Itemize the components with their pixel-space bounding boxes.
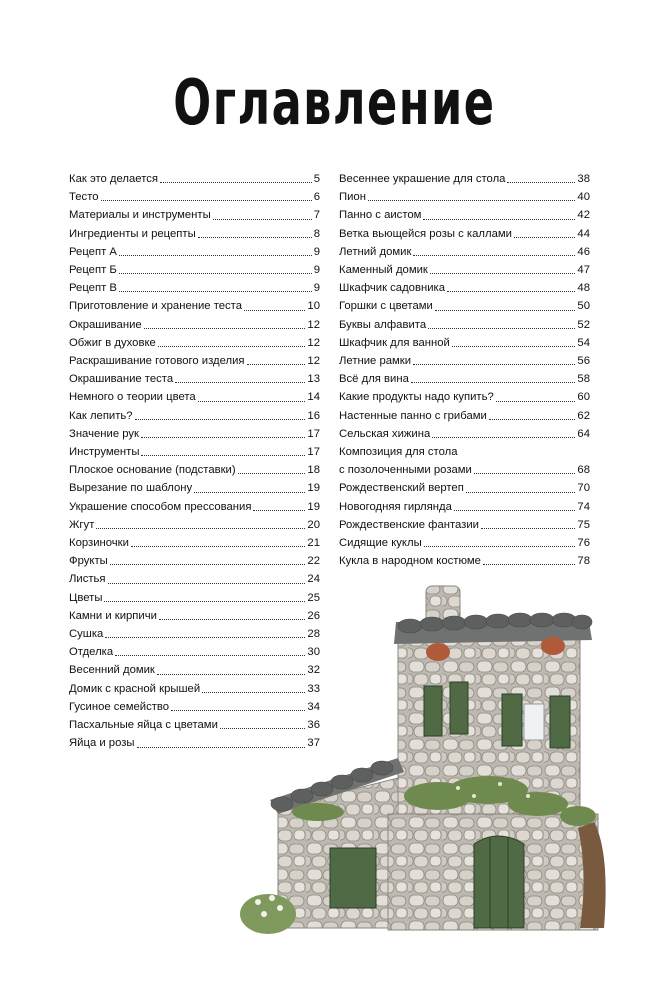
- toc-entry: [339, 170, 590, 188]
- dot-leader: [435, 310, 576, 311]
- toc-entry-page: 64: [577, 427, 590, 440]
- dot-leader: [454, 510, 576, 511]
- dot-leader: [247, 364, 306, 365]
- dot-leader: [119, 291, 312, 292]
- toc-entry: [69, 479, 320, 497]
- toc-entry-label: Листья: [69, 573, 106, 586]
- toc-entry: [69, 425, 320, 443]
- dot-leader: [483, 564, 576, 565]
- toc-entry-page: 12: [307, 355, 320, 368]
- toc-entry-page: 47: [577, 264, 590, 277]
- toc-entry-label: Как лепить?: [69, 409, 133, 422]
- toc-entry-label: Плоское основание (подставки): [69, 464, 236, 477]
- toc-entry-page: 19: [307, 482, 320, 495]
- dot-leader: [430, 273, 576, 274]
- toc-entry-label: Ингредиенты и рецепты: [69, 227, 196, 240]
- toc-entry-label: Буквы алфавита: [339, 318, 427, 331]
- toc-entry: [69, 316, 320, 334]
- toc-entry-label: Немного о теории цвета: [69, 391, 196, 404]
- toc-entry-page: 38: [577, 173, 590, 185]
- toc-entry-label: Вырезание по шаблону: [69, 482, 193, 495]
- toc-entry-label: Рождественские фантазии: [339, 518, 479, 531]
- dot-leader: [423, 219, 575, 220]
- toc-entry: [69, 388, 320, 406]
- toc-entry-label: Сушка: [69, 628, 104, 641]
- dot-leader: [411, 382, 576, 383]
- toc-entry-label: Украшение способом прессования: [69, 500, 252, 513]
- toc-entry: [339, 534, 590, 552]
- toc-entry-page: 74: [577, 500, 590, 513]
- toc-entry-label: Обжиг в духовке: [69, 336, 156, 349]
- toc-column-right: [339, 170, 590, 570]
- toc-entry-page: 26: [307, 609, 320, 622]
- toc-entry-page: 52: [577, 318, 590, 331]
- toc-entry: [339, 516, 590, 534]
- toc-entry-page: 50: [577, 300, 590, 313]
- toc-entry-label: Ветка вьющейся розы с каллами: [339, 227, 512, 240]
- toc-entry-label: Шкафчик садовника: [339, 282, 445, 295]
- toc-entry-label: Настенные панно с грибами: [339, 409, 487, 422]
- toc-entry: [69, 352, 320, 370]
- toc-entry-label: Весенний домик: [69, 664, 155, 677]
- toc-entry: [339, 388, 590, 406]
- toc-entry-label: Отделка: [69, 646, 114, 659]
- page-title: Оглавление: [173, 66, 496, 139]
- toc-entry-page: 9: [313, 245, 320, 258]
- toc-entry-page: 76: [577, 537, 590, 550]
- toc-entry-label: Каменный домик: [339, 264, 428, 277]
- dot-leader: [514, 237, 575, 238]
- toc-entry-page: 10: [307, 300, 320, 313]
- dot-leader: [466, 492, 576, 493]
- toc-entry-page: 24: [307, 573, 320, 586]
- toc-entry-label: Приготовление и хранение теста: [69, 300, 242, 313]
- toc-entry-label: Шкафчик для ванной: [339, 336, 450, 349]
- dot-leader: [144, 328, 306, 329]
- toc-entry-label: Рождественский вертеп: [339, 482, 464, 495]
- dot-leader: [413, 255, 575, 256]
- dot-leader: [368, 200, 575, 201]
- toc-entry-page: 36: [307, 719, 320, 732]
- dot-leader: [474, 473, 576, 474]
- toc-entry-label: Летние рамки: [339, 355, 412, 368]
- dot-leader: [424, 546, 576, 547]
- toc-entry-label: Домик с красной крышей: [69, 682, 201, 695]
- toc-entry-label: Сельская хижина: [339, 427, 431, 440]
- toc-entry: [339, 425, 590, 443]
- toc-entry-page: 42: [577, 209, 590, 222]
- toc-entry-label: Новогодняя гирлянда: [339, 500, 452, 513]
- toc-entry-page: 28: [307, 628, 320, 641]
- toc-entry-label: Как это делается: [69, 173, 159, 185]
- toc-entry-page: 19: [307, 500, 320, 513]
- dot-leader: [428, 328, 575, 329]
- toc-entry: [69, 407, 320, 425]
- dot-leader: [110, 564, 306, 565]
- toc-entry-label: Композиция для стола: [339, 446, 458, 459]
- toc-entry-page: 40: [577, 191, 590, 204]
- toc-entry-label: Рецепт В: [69, 282, 117, 295]
- toc-entry-page: 58: [577, 373, 590, 386]
- toc-entry: [339, 279, 590, 297]
- toc-entry: [69, 225, 320, 243]
- toc-entry: [339, 498, 590, 516]
- dot-leader: [244, 310, 305, 311]
- dot-leader: [131, 546, 306, 547]
- toc-entry-label: Гусиное семейство: [69, 700, 170, 713]
- dot-leader: [507, 182, 575, 183]
- toc-entry-page: 54: [577, 336, 590, 349]
- dot-leader: [452, 346, 576, 347]
- toc-entry-label: Фрукты: [69, 555, 108, 568]
- toc-entry: [339, 297, 590, 315]
- toc-entry: [339, 443, 590, 479]
- toc-entry-label: Весеннее украшение для стола: [339, 173, 506, 185]
- dot-leader: [496, 401, 576, 402]
- dot-leader: [119, 255, 312, 256]
- toc-entry: [69, 206, 320, 224]
- toc-entry-page: 62: [577, 409, 590, 422]
- toc-entry-page: 32: [307, 664, 320, 677]
- dot-leader: [198, 237, 312, 238]
- toc-entry-page: 16: [307, 409, 320, 422]
- toc-entry: [69, 461, 320, 479]
- toc-entry-page: 14: [307, 391, 320, 404]
- toc-entry-label: Пион: [339, 191, 366, 204]
- toc-entry: [339, 479, 590, 497]
- toc-entry-page: 44: [577, 227, 590, 240]
- toc-entry-label: Летний домик: [339, 245, 412, 258]
- dot-leader: [213, 219, 312, 220]
- toc-entry: [339, 316, 590, 334]
- dot-leader: [413, 364, 575, 365]
- toc-entry-page: 5: [313, 173, 320, 185]
- toc-entry: [69, 188, 320, 206]
- toc-entry: [69, 170, 320, 188]
- toc-entry: [69, 443, 320, 461]
- toc-entry-page: 48: [577, 282, 590, 295]
- toc-entry-label: Инструменты: [69, 446, 140, 459]
- dot-leader: [135, 419, 306, 420]
- toc-entry-label: Сидящие куклы: [339, 537, 422, 550]
- dot-leader: [101, 200, 312, 201]
- toc-entry-page: 21: [307, 537, 320, 550]
- dot-leader: [160, 182, 312, 183]
- toc-entry-label: Рецепт А: [69, 245, 117, 258]
- toc-entry: [69, 370, 320, 388]
- dot-leader: [96, 528, 305, 529]
- dot-leader: [119, 273, 312, 274]
- dot-leader: [198, 401, 306, 402]
- toc-entry-label: Пасхальные яйца с цветами: [69, 719, 218, 732]
- toc-entry-label: Тесто: [69, 191, 99, 204]
- toc-entry-label: Кукла в народном костюме: [339, 555, 481, 568]
- toc-entry: [69, 552, 320, 570]
- toc-entry-label: Яйца и розы: [69, 737, 135, 750]
- toc-entry-page: 12: [307, 336, 320, 349]
- toc-entry-page: 18: [307, 464, 320, 477]
- dot-leader: [141, 437, 305, 438]
- toc-entry-label: Раскрашивание готового изделия: [69, 355, 245, 368]
- toc-entry-label-continued: с позолоченными розами: [339, 464, 472, 477]
- toc-entry: [339, 334, 590, 352]
- toc-entry-page: 17: [307, 427, 320, 440]
- stone-house-illustration: [238, 582, 618, 944]
- dot-leader: [175, 382, 305, 383]
- dot-leader: [489, 419, 576, 420]
- toc-entry-page: 9: [313, 282, 320, 295]
- toc-entry-page: 68: [577, 464, 590, 477]
- toc-entry: [339, 352, 590, 370]
- toc-entry: [69, 297, 320, 315]
- toc-entry: [339, 243, 590, 261]
- dot-leader: [481, 528, 575, 529]
- toc-entry-page: 60: [577, 391, 590, 404]
- toc-entry-label: Камни и кирпичи: [69, 609, 157, 622]
- toc-entry-page: 6: [313, 191, 320, 204]
- dot-leader: [158, 346, 306, 347]
- toc-entry-label: Панно с аистом: [339, 209, 422, 222]
- dot-leader: [194, 492, 305, 493]
- toc-entry: [339, 188, 590, 206]
- toc-entry-label: Окрашивание теста: [69, 373, 174, 386]
- toc-entry-label: Горшки с цветами: [339, 300, 433, 313]
- toc-entry-page: 9: [313, 264, 320, 277]
- toc-entry: [69, 279, 320, 297]
- toc-entry: [69, 261, 320, 279]
- dot-leader: [432, 437, 575, 438]
- toc-entry-page: 20: [307, 518, 320, 531]
- toc-entry-label: Цветы: [69, 591, 103, 604]
- toc-entry: [69, 516, 320, 534]
- toc-entry: [69, 534, 320, 552]
- toc-entry-page: 12: [307, 318, 320, 331]
- dot-leader: [447, 291, 575, 292]
- toc-entry: [339, 206, 590, 224]
- toc-entry-label: Значение рук: [69, 427, 139, 440]
- toc-entry-page: 70: [577, 482, 590, 495]
- toc-entry-page: 7: [313, 209, 320, 222]
- toc-entry-label: Всё для вина: [339, 373, 409, 386]
- toc-entry: [339, 225, 590, 243]
- toc-entry-page: 46: [577, 245, 590, 258]
- toc-entry-label: Материалы и инструменты: [69, 209, 211, 222]
- toc-entry: [69, 498, 320, 516]
- toc-entry-page: 25: [307, 591, 320, 604]
- toc-entry-page: 30: [307, 646, 320, 659]
- toc-entry-page: 37: [307, 737, 320, 750]
- toc-entry: [69, 243, 320, 261]
- dot-leader: [238, 473, 306, 474]
- toc-entry: [339, 261, 590, 279]
- toc-entry: [339, 552, 590, 570]
- toc-entry: [69, 334, 320, 352]
- toc-entry-label: Корзиночки: [69, 537, 129, 550]
- dot-leader: [141, 455, 305, 456]
- toc-entry-page: 78: [577, 555, 590, 568]
- toc-entry-page: 75: [577, 518, 590, 531]
- toc-entry-page: 17: [307, 446, 320, 459]
- toc-entry-label: Жгут: [69, 518, 95, 531]
- toc-entry-label: Окрашивание: [69, 318, 142, 331]
- toc-entry-page: 56: [577, 355, 590, 368]
- toc-entry: [339, 370, 590, 388]
- toc-entry-page: 8: [313, 227, 320, 240]
- toc-entry-page: 34: [307, 700, 320, 713]
- toc-entry-page: 13: [307, 373, 320, 386]
- toc-entry-label: Рецепт Б: [69, 264, 117, 277]
- dot-leader: [253, 510, 305, 511]
- toc-entry-page: 22: [307, 555, 320, 568]
- toc-entry-label: Какие продукты надо купить?: [339, 391, 494, 404]
- toc-entry: [339, 407, 590, 425]
- toc-entry-page: 33: [307, 682, 320, 695]
